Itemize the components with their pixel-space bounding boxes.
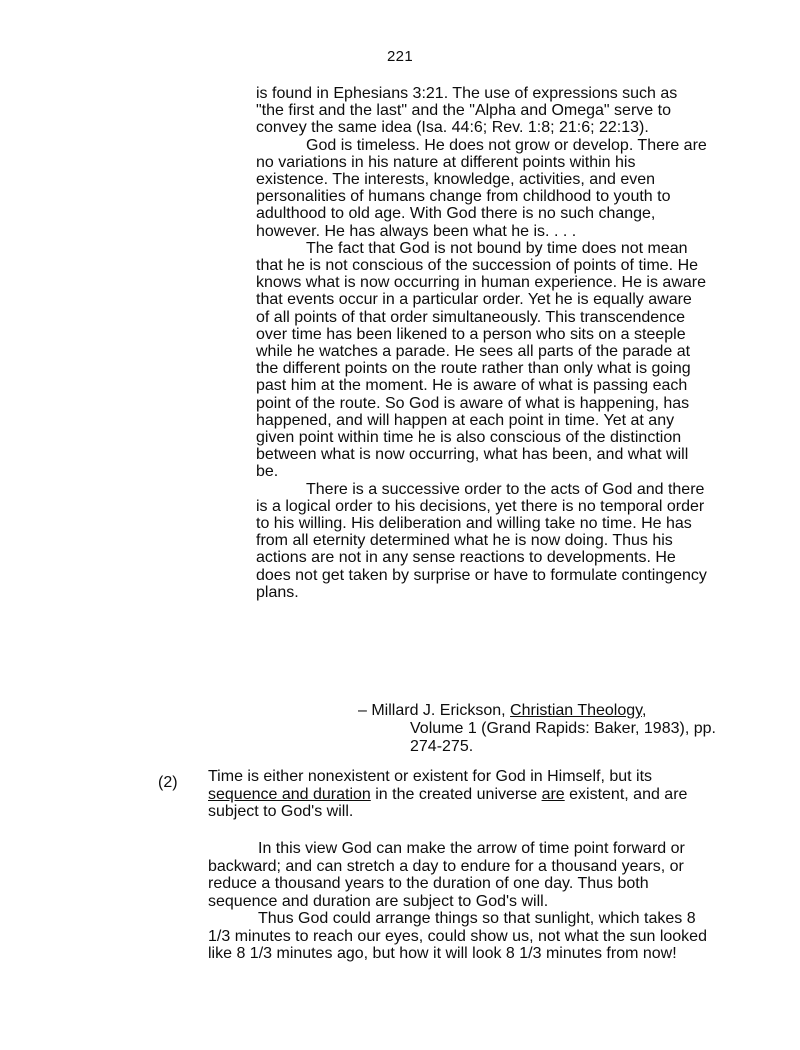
explanation-paragraph-2: Thus God could arrange things so that sunlight, which takes 8 1/3 minutes to reach our eyes, could show us, not what the sun looked like 8 1/3 minutes ago, but how it will look 8 1/3 minutes from now! xyxy=(208,910,707,962)
citation-comma: , xyxy=(641,702,647,719)
statement-underlined-2: are xyxy=(541,785,565,803)
citation-details: Volume 1 (Grand Rapids: Baker, 1983), pp. 274-275. xyxy=(410,720,716,755)
page-number: 221 xyxy=(387,48,413,65)
citation-author: – Millard J. Erickson, xyxy=(358,702,511,719)
quote-paragraph-1: is found in Ephesians 3:21. The use of expressions such as "the first and the last" and the "Alpha and Omega" serve to convey the same idea (Isa. 44:6; Rev. 1:8; 21:6; 22:13). xyxy=(256,85,678,137)
statement-text-1: Time is either nonexistent or existent for God in Himself, but its xyxy=(208,768,653,785)
quote-paragraph-3: The fact that God is not bound by time does not mean that he is not conscious of the succession of points of time. He knows what is now occurring in human experience. He is aware that events occur in a particular order. Yet he is equally aware of all points of that order simultaneously. This transcendence over time has been likened to a person who sits on a steeple while he watches a parade. He sees all parts of the parade at the different points on the route rather than only what is going past him at the moment. He is aware of what is passing each point of the route. So God is aware of what is happening, has happened, and will happen at each point in time. Yet at any given point within time he is also conscious of the distinction between what is now occurring, what has been, and what will be. xyxy=(256,239,706,481)
statement-text-2: in the created universe xyxy=(370,785,542,803)
list-item-statement xyxy=(208,768,720,821)
list-item-explanation xyxy=(208,840,720,963)
citation xyxy=(358,702,718,756)
list-item-number: (2) xyxy=(158,774,178,791)
quote-paragraph-4: There is a successive order to the acts of God and there is a logical order to his decisions, yet there is no temporal order to his willing. His deliberation and willing take no time. He has from all eternity determined what he is now doing. Thus his actions are not in any sense reactions to developments. He does not get taken by surprise or have to formulate contingency plans. xyxy=(256,480,707,601)
quote-paragraph-2: God is timeless. He does not grow or develop. There are no variations in his nature at different points within his existence. The interests, knowledge, activities, and even personalities of humans change from childhood to youth to adulthood to old age. With God there is no such change, however. He has always been what he is. . . . xyxy=(256,136,707,240)
explanation-paragraph-1: In this view God can make the arrow of time point forward or backward; and can stretch a day to endure for a thousand years, or reduce a thousand years to the duration of one day. Thus both sequence and duration are subject to God's will. xyxy=(208,840,685,910)
statement-text-3: existent, and are subject to God's will. xyxy=(208,785,688,820)
citation-book-title: Christian Theology xyxy=(510,702,642,719)
block-quote xyxy=(256,85,708,601)
statement-underlined-1: sequence and duration xyxy=(208,785,371,803)
